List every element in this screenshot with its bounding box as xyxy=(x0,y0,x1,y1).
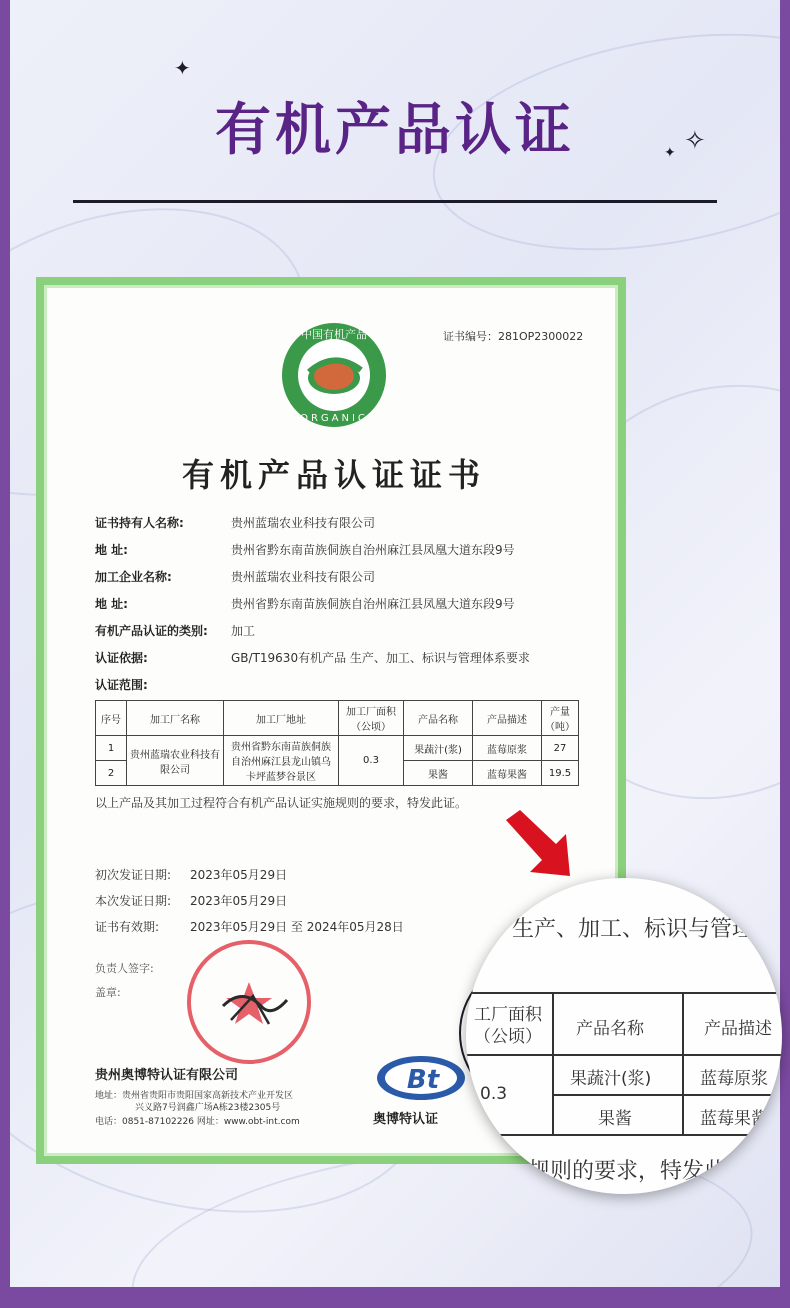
table-cell: 贵州蓝瑞农业科技有限公司 xyxy=(127,736,224,786)
validity-period xyxy=(95,918,404,935)
table-cell: 蓝莓原浆 xyxy=(473,736,542,761)
field-value: 贵州蓝瑞农业科技有限公司 xyxy=(231,516,376,530)
date-value: 2023年05月29日 至 2024年05月28日 xyxy=(190,920,404,934)
obt-brand: 奥博特认证 xyxy=(373,1112,439,1127)
field-label: 地 址: xyxy=(95,597,128,611)
magnified-rule xyxy=(466,1134,782,1136)
magnified-text: 生产、加工、标识与管理体 xyxy=(512,917,777,942)
magnified-rule xyxy=(466,1054,782,1056)
field-basis xyxy=(95,649,530,666)
table-cell: 0.3 xyxy=(339,736,404,786)
issuer-address-2: 兴义路7号润鑫广场A栋23楼2305号 xyxy=(135,1103,281,1113)
organic-logo-icon xyxy=(279,320,389,430)
logo-ring-top: 中国有机产品 xyxy=(301,328,367,341)
issuer-name: 贵州奥博特认证有限公司 xyxy=(95,1068,239,1083)
field-value: 贵州省黔东南苗族侗族自治州麻江县凤凰大道东段9号 xyxy=(231,543,515,557)
scope-table xyxy=(95,700,579,786)
red-seal-stamp xyxy=(183,936,315,1068)
headline-divider xyxy=(73,200,717,203)
table-header-row xyxy=(96,701,579,736)
current-issue-date xyxy=(95,892,287,909)
date-label: 初次发证日期: xyxy=(95,868,172,882)
first-issue-date xyxy=(95,866,287,883)
issuer-address: 地址：贵州省贵阳市贵阳国家高新技术产业开发区 xyxy=(95,1091,294,1101)
field-holder-address xyxy=(95,541,515,558)
seal-label: 盖章: xyxy=(95,986,121,999)
field-processor xyxy=(95,568,375,585)
field-label: 地 址: xyxy=(95,543,128,557)
sparkle-icon: ✧ xyxy=(684,126,706,156)
date-label: 证书有效期: xyxy=(95,920,160,934)
certificate-note: 以上产品及其加工过程符合有机产品认证实施规则的要求，特发此证。 xyxy=(95,796,468,810)
magnified-rule xyxy=(466,992,782,994)
magnifier-zoom xyxy=(466,878,782,1194)
magnified-note: 施规则的要求，特发此证 xyxy=(506,1159,749,1184)
field-label: 证书持有人名称: xyxy=(95,516,184,530)
table-cell: 果酱 xyxy=(404,761,473,786)
field-label: 加工企业名称: xyxy=(95,570,172,584)
magnified-rule xyxy=(554,1094,782,1096)
field-value: 加工 xyxy=(231,624,256,638)
red-arrow-icon xyxy=(500,810,580,880)
table-cell: 蓝莓果酱 xyxy=(473,761,542,786)
table-cell: 1 xyxy=(96,736,127,761)
magnified-rule xyxy=(682,992,684,1134)
field-value: GB/T19630有机产品 生产、加工、标识与管理体系要求 xyxy=(231,651,530,665)
field-category xyxy=(95,622,255,639)
table-cell: 19.5 xyxy=(542,761,579,786)
table-header: 加工厂名称 xyxy=(127,701,224,736)
field-label: 有机产品认证的类别: xyxy=(95,624,208,638)
sparkle-icon: ✦ xyxy=(664,145,676,161)
date-label: 本次发证日期: xyxy=(95,894,172,908)
field-label: 认证依据: xyxy=(95,651,148,665)
table-row xyxy=(96,736,579,761)
sparkle-icon: ✦ xyxy=(174,56,191,80)
table-header: 产品名称 xyxy=(404,701,473,736)
field-value: 贵州省黔东南苗族侗族自治州麻江县凤凰大道东段9号 xyxy=(231,597,515,611)
issuer-contact: 电话：0851-87102226 网址：www.obt-int.com xyxy=(95,1117,300,1127)
field-label: 认证范围: xyxy=(95,678,148,692)
table-header: 产品描述 xyxy=(473,701,542,736)
logo-ring-bottom: ORGANIC xyxy=(300,413,368,424)
field-holder xyxy=(95,514,375,531)
magnified-row1-product: 果蔬汁(浆) xyxy=(570,1069,652,1089)
magnified-area: 0.3 xyxy=(480,1084,508,1104)
magnified-area-header: 工厂面积（公顷） xyxy=(474,1005,542,1047)
table-header: 加工厂地址 xyxy=(224,701,339,736)
field-scope xyxy=(95,676,231,693)
magnified-row2-desc: 蓝莓果酱 xyxy=(700,1109,768,1129)
certificate-number: 证书编号：281OP2300022 xyxy=(443,330,584,343)
table-header: 产量（吨） xyxy=(542,701,579,736)
date-value: 2023年05月29日 xyxy=(190,894,288,908)
obt-logo-text: Bt xyxy=(406,1065,440,1095)
field-value: 贵州蓝瑞农业科技有限公司 xyxy=(231,570,376,584)
magnified-desc-header: 产品描述 xyxy=(704,1019,772,1039)
certificate-title: 有机产品认证证书 xyxy=(181,456,486,494)
table-header: 序号 xyxy=(96,701,127,736)
table-cell: 27 xyxy=(542,736,579,761)
magnified-product-header: 产品名称 xyxy=(576,1019,644,1039)
date-value: 2023年05月29日 xyxy=(190,868,288,882)
field-processor-address xyxy=(95,595,515,612)
table-cell: 2 xyxy=(96,761,127,786)
magnified-row1-desc: 蓝莓原浆 xyxy=(700,1069,768,1089)
table-header: 加工厂面积（公顷） xyxy=(339,701,404,736)
page-headline: 有机产品认证 xyxy=(215,98,575,163)
table-cell: 果蔬汁(浆) xyxy=(404,736,473,761)
magnified-rule xyxy=(552,992,554,1134)
signature-label: 负责人签字: xyxy=(95,962,154,975)
obt-logo-icon xyxy=(373,1050,469,1106)
table-cell: 贵州省黔东南苗族侗族自治州麻江县龙山镇乌卡坪蓝梦谷景区 xyxy=(224,736,339,786)
magnified-row2-product: 果酱 xyxy=(598,1109,632,1129)
